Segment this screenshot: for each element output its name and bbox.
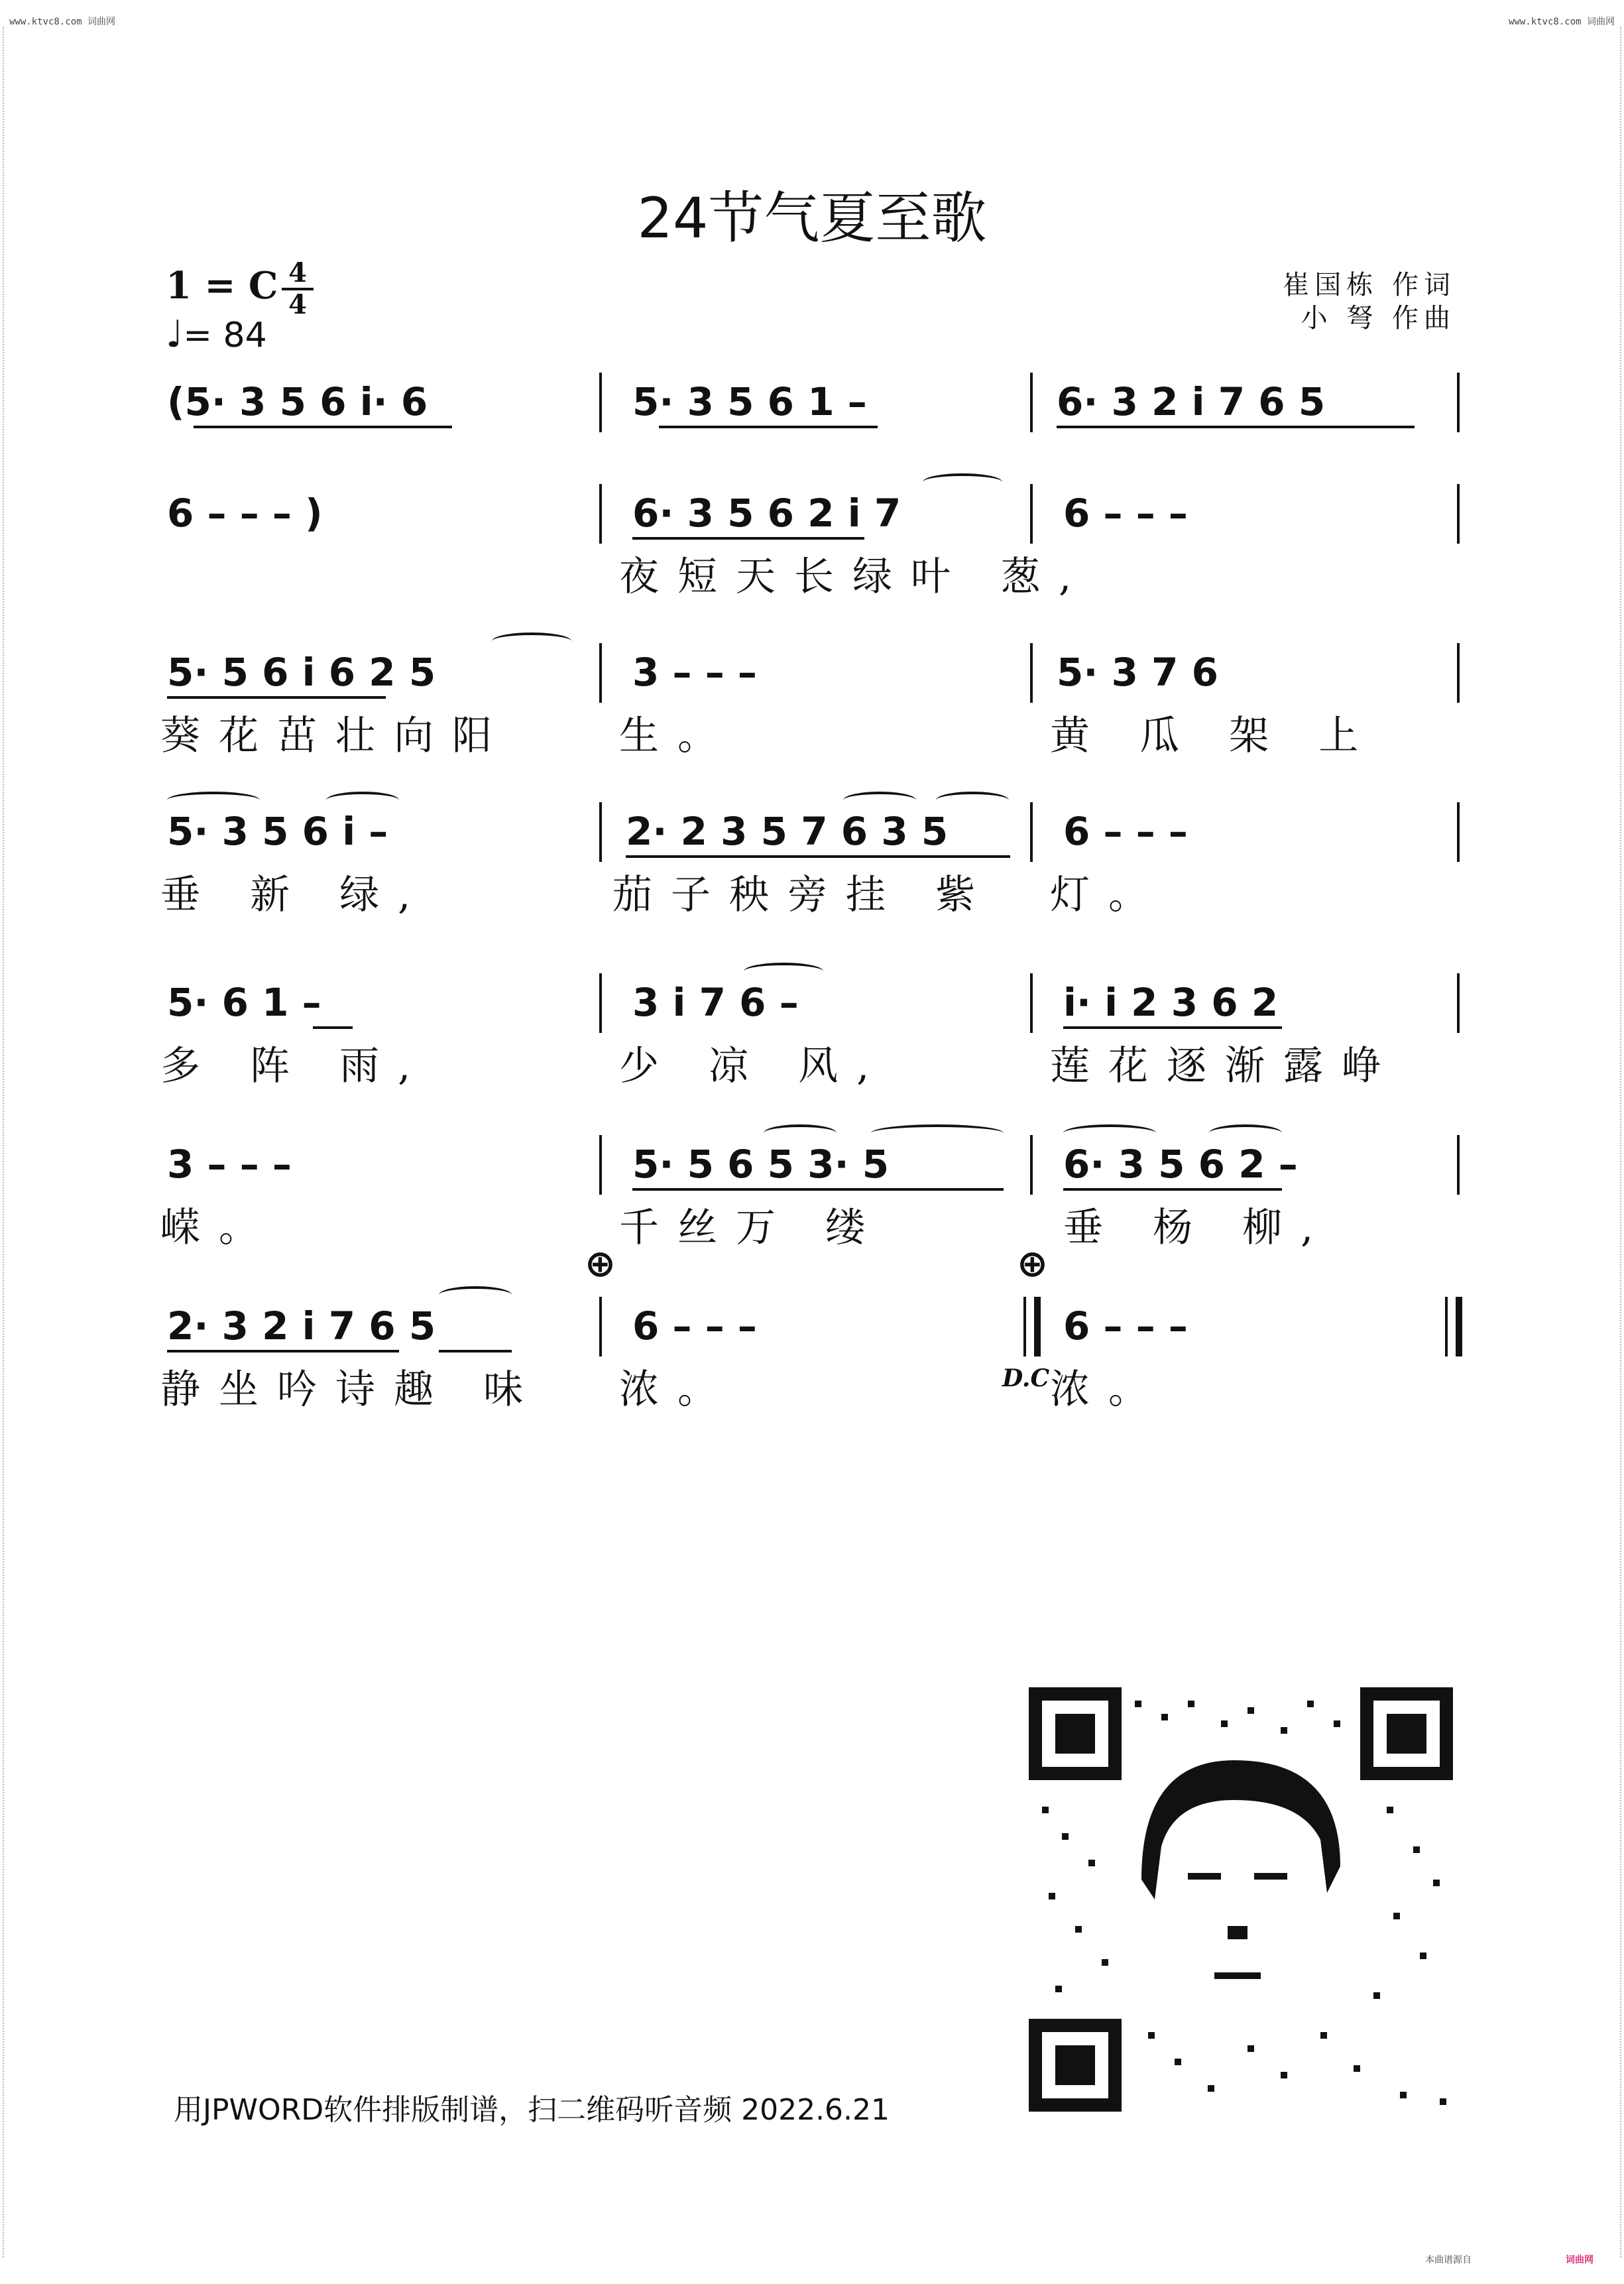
tempo-value: = 84 xyxy=(183,316,267,355)
measure-3-1: 5· 5 6 i 6 2 5 xyxy=(167,650,436,695)
measure-5-1: 5· 6 1 – xyxy=(167,980,321,1025)
lyric-5-3: 莲花逐渐露峥 xyxy=(1050,1043,1400,1089)
measure-2-2: 6· 3 5 6 2 i 7 xyxy=(632,491,901,536)
watermark-bottom-source: 本曲谱源自 xyxy=(1425,2255,1472,2265)
time-sig-top: 4 xyxy=(288,257,307,288)
lyric-4-3: 灯。 xyxy=(1050,872,1167,918)
lyric-7-1: 静坐吟诗趣 味 xyxy=(160,1366,542,1413)
lyric-6-1: 嵘。 xyxy=(160,1205,277,1251)
measure-4-3: 6 – – – xyxy=(1063,809,1188,854)
lyric-3-2: 生。 xyxy=(619,713,736,759)
coda-icon: ⊕ xyxy=(585,1242,616,1286)
lyric-4-2: 茄子秧旁挂 紫 xyxy=(612,872,994,918)
measure-1-2: 5· 3 5 6 1 – xyxy=(632,379,867,424)
tempo-marking xyxy=(166,313,267,356)
lyricist-credit: 崔国栋 作词 xyxy=(1283,270,1456,300)
key-signature: 1 = C xyxy=(166,264,278,308)
measure-4-2: 2· 2 3 5 7 6 3 5 xyxy=(626,809,949,854)
coda-icon: ⊕ xyxy=(1017,1242,1048,1286)
measure-7-2: 6 – – – xyxy=(632,1303,757,1349)
time-signature xyxy=(282,257,314,320)
measure-6-1: 3 – – – xyxy=(167,1142,292,1187)
lyric-3-1: 葵花茁壮向阳 xyxy=(160,713,510,759)
lyric-2: 夜短天长绿叶 葱, xyxy=(619,554,1090,600)
watermark-top-left: www.ktvc8.com 词曲网 xyxy=(9,17,116,27)
watermark-top-right: www.ktvc8.com 词曲网 xyxy=(1508,17,1615,27)
quarter-note-icon: ♩ xyxy=(166,313,184,356)
measure-4-1: 5· 3 5 6 i – xyxy=(167,809,388,854)
measure-5-2: 3 i 7 6 – xyxy=(632,980,799,1025)
lyric-5-1: 多 阵 雨, xyxy=(160,1043,430,1089)
measure-7-1: 2· 3 2 i 7 6 5 xyxy=(167,1303,436,1349)
measure-6-3: 6· 3 5 6 2 – xyxy=(1063,1142,1298,1187)
lyric-3-3: 黄 瓜 架 上 xyxy=(1050,713,1377,759)
lyric-5-2: 少 凉 风, xyxy=(619,1043,888,1089)
measure-3-2: 3 – – – xyxy=(632,650,757,695)
dc-marking: D.C xyxy=(1002,1364,1050,1392)
right-border-strip xyxy=(1615,27,1621,2257)
footer-note: 用JPWORD软件排版制谱，扫二维码听音频 2022.6.21 xyxy=(174,2093,890,2127)
measure-2-1: 6 – – – ) xyxy=(167,491,323,536)
lyric-7-3: 浓。 xyxy=(1050,1366,1167,1413)
time-sig-bottom: 4 xyxy=(288,289,307,320)
measure-1-3: 6· 3 2 i 7 6 5 xyxy=(1057,379,1326,424)
lyric-4-1: 垂 新 绿, xyxy=(160,872,430,918)
lyric-7-2: 浓。 xyxy=(619,1366,736,1413)
measure-5-3: i· i 2 3 6 2 xyxy=(1063,980,1279,1025)
measure-7-3: 6 – – – xyxy=(1063,1303,1188,1349)
song-title: 24节气夏至歌 xyxy=(637,186,987,251)
watermark-bottom-site: 词曲网 xyxy=(1566,2255,1594,2265)
left-border-strip xyxy=(3,27,9,2257)
measure-3-3: 5· 3 7 6 xyxy=(1057,650,1219,695)
lyric-6-3: 垂 杨 柳, xyxy=(1063,1205,1332,1251)
lyric-6-2: 千丝万 缕 xyxy=(619,1205,884,1251)
composer-credit: 小 弩 作曲 xyxy=(1301,303,1456,333)
measure-2-3: 6 – – – xyxy=(1063,491,1188,536)
measure-6-2: 5· 5 6 5 3· 5 xyxy=(632,1142,890,1187)
qr-code-image[interactable] xyxy=(1029,1687,1453,2112)
measure-1-1: (5· 3 5 6 i· 6 xyxy=(167,379,428,424)
